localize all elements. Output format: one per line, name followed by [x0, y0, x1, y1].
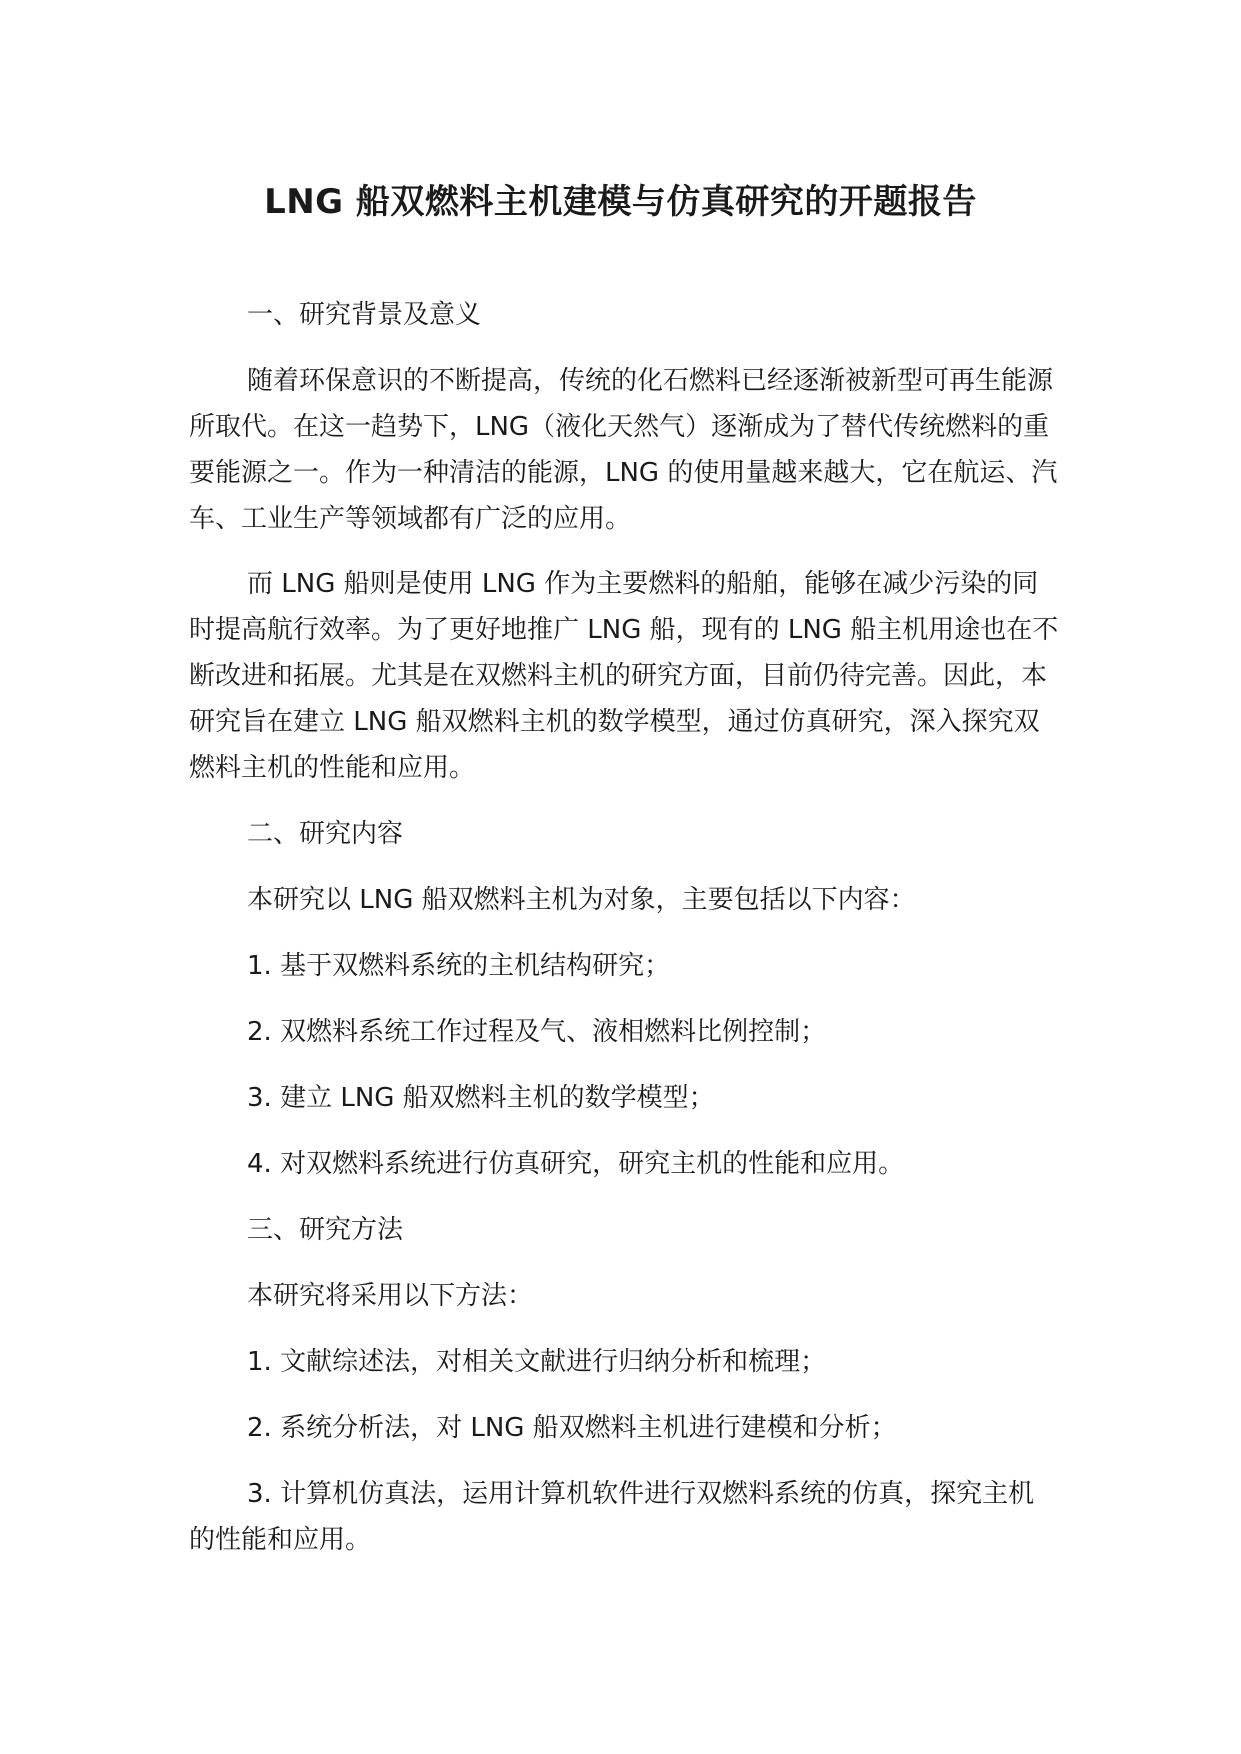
list-item-methods-2: 2. 系统分析法，对 LNG 船双燃料主机进行建模和分析； [247, 1413, 897, 1443]
section-heading-methods: 三、研究方法 [247, 1215, 404, 1245]
list-item-content-2: 2. 双燃料系统工作过程及气、液相燃料比例控制； [247, 1017, 827, 1047]
paragraph-background-1: 随着环保意识的不断提高，传统的化石燃料已经逐渐被新型可再生能源所取代。在这一趋势下，LNG（液化天然气）逐渐成为了替代传统燃料的重要能源之一。作为一种清洁的能源，LNG 的使用量越来越大，它在航运、汽车、工业生产等领域都有广泛的应用。 [189, 366, 1058, 534]
document-title: LNG 船双燃料主机建模与仿真研究的开题报告 [264, 182, 977, 222]
section-heading-background: 一、研究背景及意义 [247, 300, 482, 330]
list-item-content-4: 4. 对双燃料系统进行仿真研究，研究主机的性能和应用。 [247, 1149, 905, 1179]
document-body [189, 292, 1059, 1563]
paragraph-methods-intro: 本研究将采用以下方法： [247, 1281, 534, 1311]
list-item-methods-1: 1. 文献综述法，对相关文献进行归纳分析和梳理； [247, 1347, 827, 1377]
paragraph-background-2: 而 LNG 船则是使用 LNG 作为主要燃料的船舶，能够在减少污染的同时提高航行效率。为了更好地推广 LNG 船，现有的 LNG 船主机用途也在不断改进和拓展。尤其是在双燃料主机的研究方面，目前仍待完善。因此，本研究旨在建立 LNG 船双燃料主机的数学模型，通过仿真研究，深入探究双燃料主机的性能和应用。 [189, 569, 1059, 783]
section-heading-content: 二、研究内容 [247, 819, 404, 849]
list-item-methods-3: 3. 计算机仿真法，运用计算机软件进行双燃料系统的仿真，探究主机的性能和应用。 [189, 1479, 1035, 1555]
paragraph-content-intro: 本研究以 LNG 船双燃料主机为对象，主要包括以下内容： [247, 885, 916, 915]
list-item-content-1: 1. 基于双燃料系统的主机结构研究； [247, 951, 671, 981]
list-item-content-3: 3. 建立 LNG 船双燃料主机的数学模型； [247, 1083, 715, 1113]
